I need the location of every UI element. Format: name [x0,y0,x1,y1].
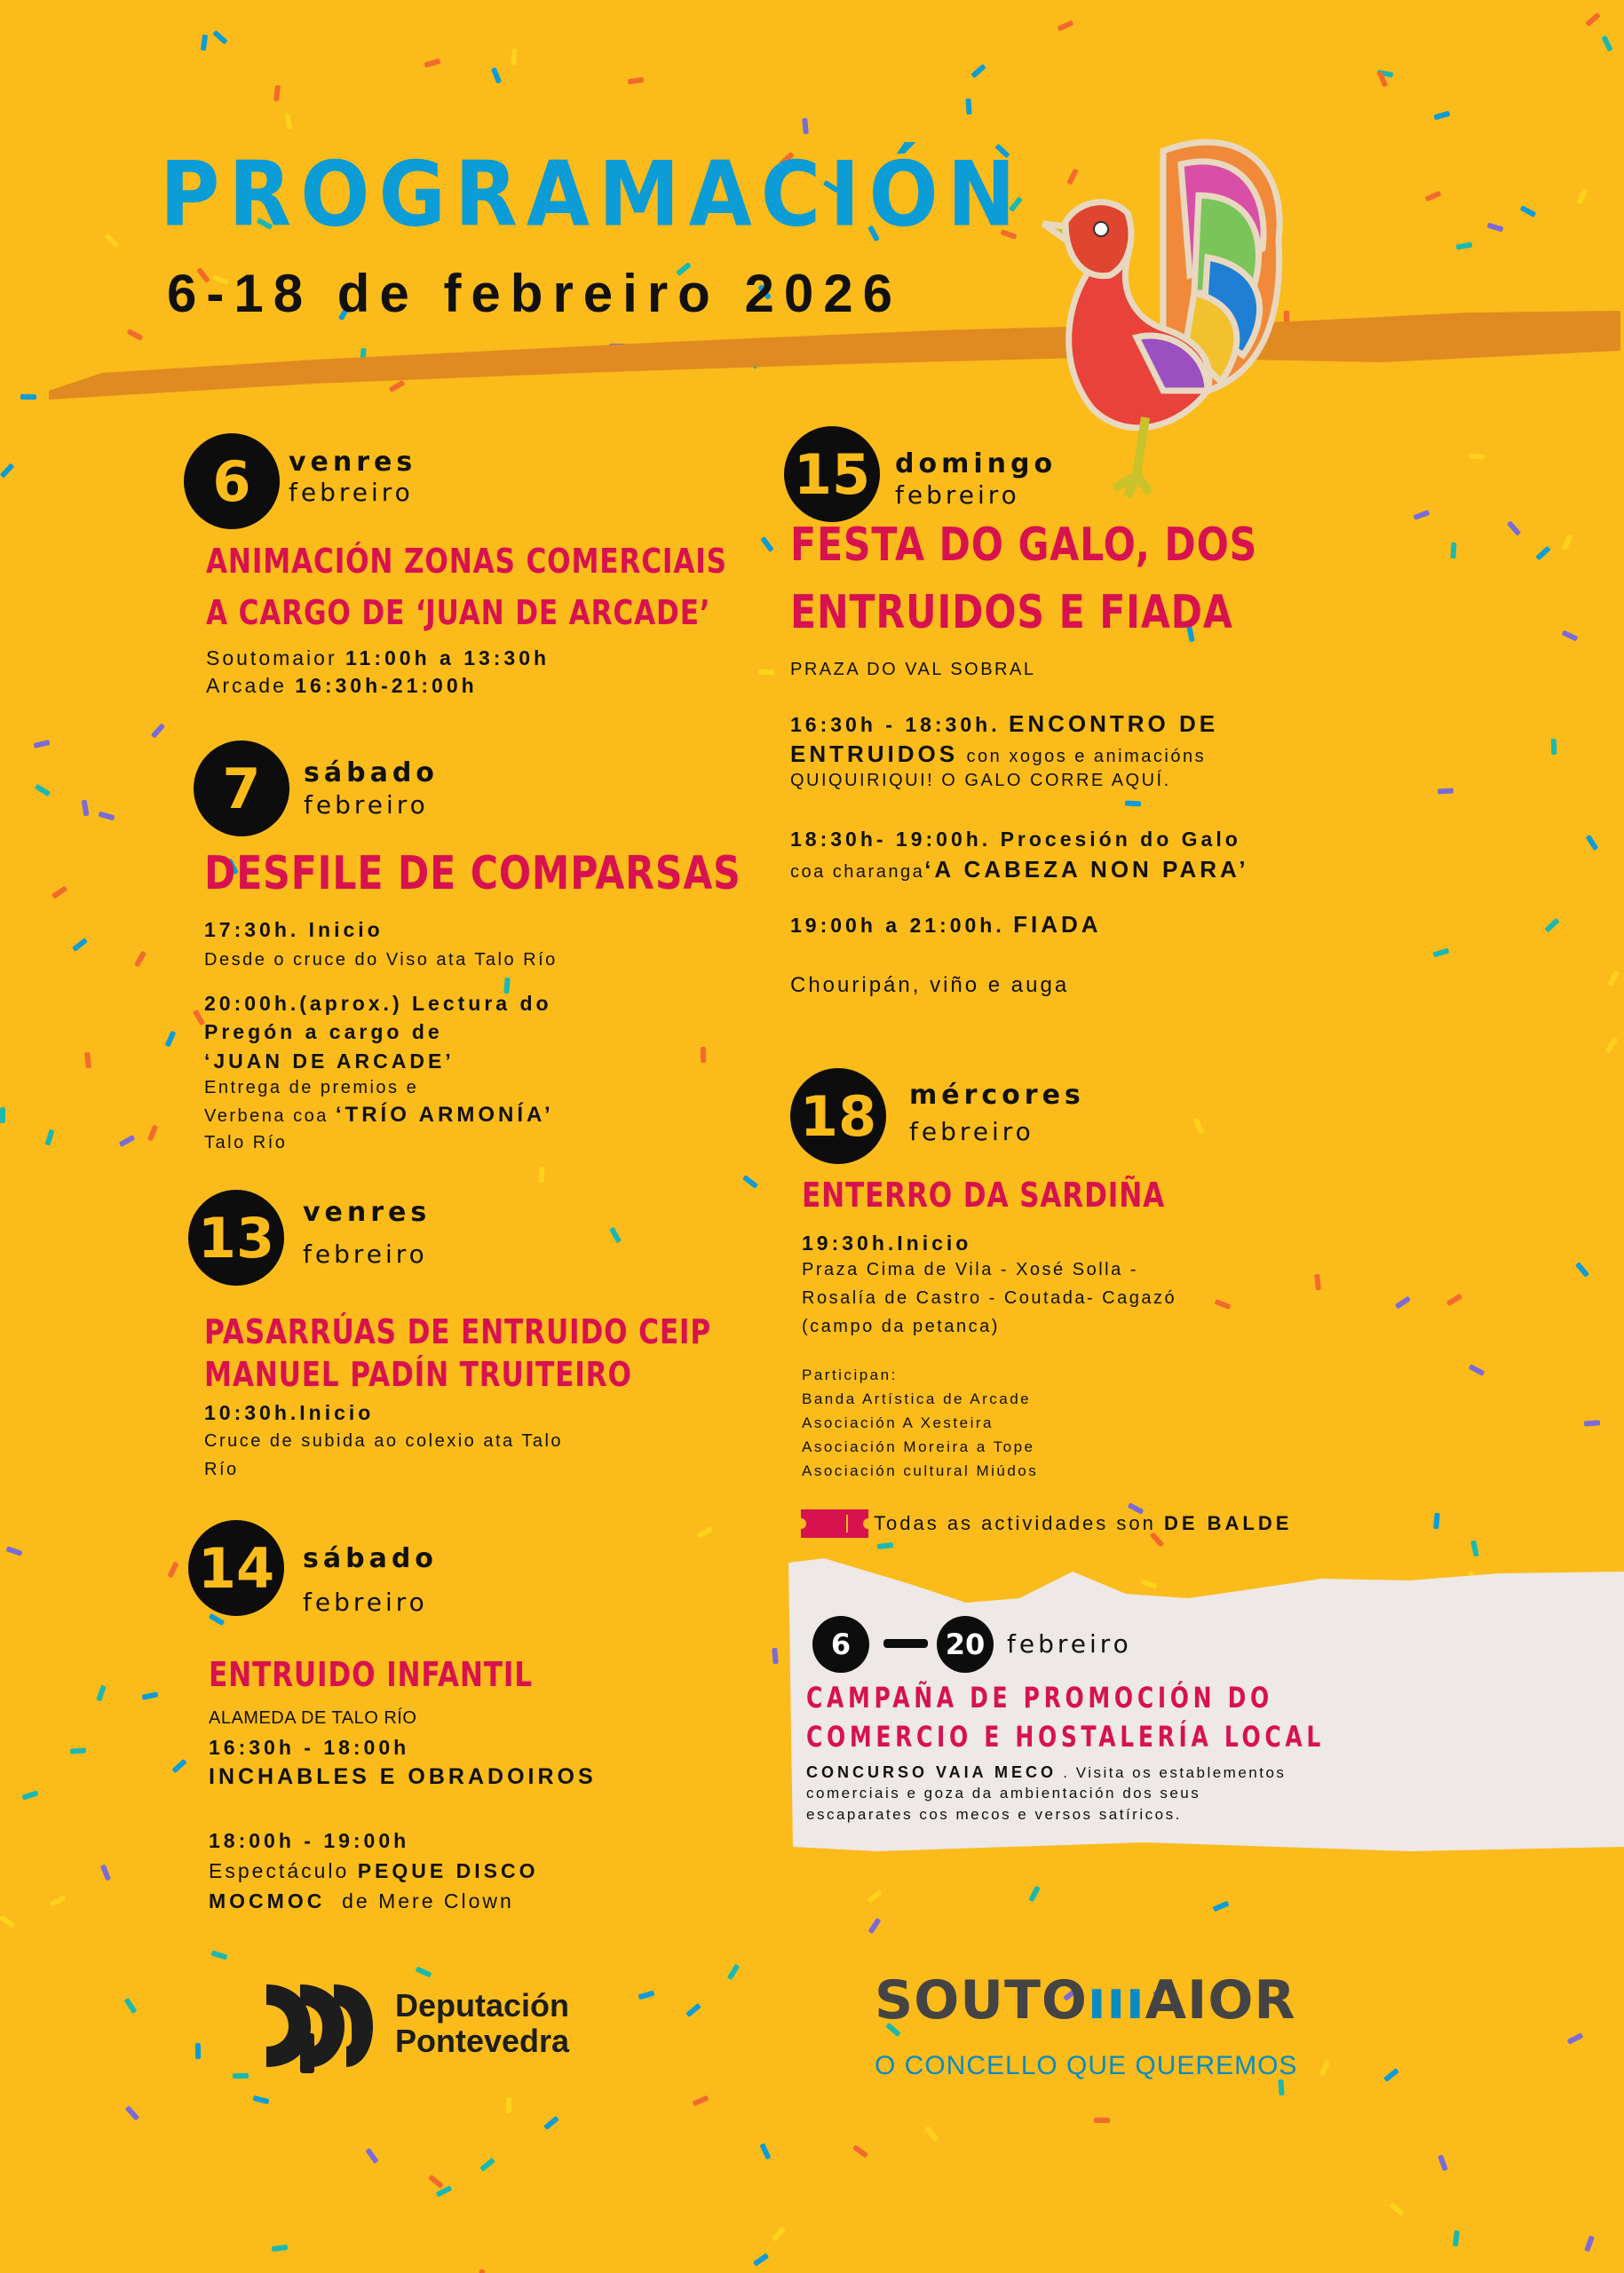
free-notice: Todas as actividades son DE BALDE [874,1512,1293,1534]
confetti-piece [802,118,809,134]
brush-stroke [49,311,1620,400]
day-badge-18: 18 [790,1068,886,1164]
event-detail: Talo Río [204,1133,288,1152]
promo-end-badge: 20 [937,1616,994,1673]
confetti-piece [0,1914,16,1928]
confetti-piece [201,35,208,51]
confetti-piece [1446,1294,1462,1307]
confetti-piece [233,2073,249,2079]
confetti-piece [758,669,774,675]
confetti-piece [365,2148,378,2164]
month-label: febreiro [289,478,414,507]
confetti-piece [1058,20,1074,31]
confetti-piece [1584,2236,1595,2253]
confetti-piece [1389,2202,1405,2216]
confetti-piece [151,723,166,738]
confetti-piece [100,1864,111,1881]
confetti-piece [1607,970,1620,987]
event-detail: ENTRUIDOS con xogos e animacións [790,741,1207,767]
confetti-piece [271,2245,288,2252]
event-time: 16:30h - 18:30h. ENCONTRO DE [790,710,1219,737]
confetti-piece [1456,242,1473,250]
event-time: 20:00h.(aprox.) Lectura do [204,992,552,1015]
confetti-piece [1453,2229,1460,2246]
confetti-piece [1601,36,1612,52]
confetti-piece [628,76,645,83]
month-label: febreiro [303,1588,428,1617]
confetti-piece [697,1525,714,1538]
confetti-piece [1028,1885,1041,1902]
confetti-piece [760,2143,772,2160]
participants-label: Participan: [802,1366,898,1383]
confetti-piece [867,1889,883,1904]
page-title: PROGRAMACIÓN [160,142,1025,247]
confetti-piece [727,1963,740,1980]
event-title: MANUEL PADÍN TRUITEIRO [204,1355,632,1394]
event-title: ANIMACIÓN ZONAS COMERCIAIS [206,542,727,581]
confetti-piece [1469,1364,1485,1376]
confetti-piece [34,740,51,748]
confetti-piece [1214,1298,1231,1309]
confetti-piece [44,1129,54,1146]
event-detail: Praza Cima de Vila - Xosé Solla - [802,1260,1138,1279]
confetti-piece [424,59,440,68]
confetti-piece [273,84,280,101]
event-time: 17:30h. Inicio [204,918,384,941]
promo-description: comerciais e goza da ambientación dos seus [806,1785,1201,1802]
confetti-piece [1536,546,1551,561]
confetti-piece [1213,1901,1230,1913]
confetti-piece [1561,630,1578,641]
event-time: 10:30h.Inicio [204,1401,375,1424]
confetti-piece [1450,543,1456,558]
confetti-piece [692,2095,709,2107]
confetti-piece [212,29,227,44]
promo-dash [883,1639,928,1648]
confetti-piece [428,2174,444,2189]
confetti-piece [511,49,518,65]
event-detail: Río [204,1460,239,1479]
confetti-piece [1469,453,1485,459]
confetti-piece [772,2226,787,2241]
confetti-piece [970,64,986,78]
event-place: ALAMEDA DE TALO RÍO [209,1708,417,1728]
promo-start-badge: 6 [812,1616,869,1673]
weekday-label: venres [303,1197,432,1228]
event-title: DESFILE DE COMPARSAS [204,847,741,900]
event-title: ENTRUIDOS E FIADA [790,586,1233,639]
confetti-piece [1278,2079,1284,2095]
confetti-piece [99,812,115,821]
confetti-piece [195,2043,201,2059]
confetti-piece [104,234,119,249]
deputacion-logo-icon [266,1980,373,2073]
month-label: febreiro [895,480,1020,510]
day-badge-14: 14 [188,1520,284,1616]
promo-description: escaparates cos mecos e versos satíricos. [806,1806,1182,1823]
confetti-piece [685,2003,701,2017]
event-detail: INCHABLES E OBRADOIROS [209,1764,597,1789]
confetti-piece [1583,1420,1599,1426]
event-time: 18:00h - 19:00h [209,1829,410,1852]
confetti-piece [51,885,67,899]
promo-title: COMERCIO E HOSTALERÍA LOCAL [806,1720,1325,1754]
confetti-piece [124,2105,139,2120]
confetti-piece [1551,739,1557,755]
date-range: 6-18 de febreiro 2026 [167,264,902,323]
month-label: febreiro [909,1117,1034,1146]
confetti-piece [1414,511,1430,521]
confetti-piece [21,1790,38,1800]
event-detail: Verbena coa ‘TRÍO ARMONÍA’ [204,1103,554,1127]
confetti-piece [1507,520,1521,536]
weekday-label: domingo [895,448,1058,479]
day-badge-13: 13 [188,1190,284,1286]
event-title: PASARRÚAS DE ENTRUIDO CEIP [204,1312,712,1351]
confetti-piece [772,1648,779,1664]
event-title: ENTERRO DA SARDIÑA [802,1176,1166,1215]
event-detail: Pregón a cargo de [204,1020,443,1043]
confetti-piece [1576,188,1588,205]
confetti-piece [253,2095,270,2104]
confetti-piece [1425,191,1442,202]
weekday-label: venres [289,447,417,478]
event-detail: Rosalía de Castro - Coutada- Cagazó [802,1288,1177,1308]
participant: Asociación cultural Miúdos [802,1462,1039,1479]
confetti-piece [1125,801,1141,807]
confetti-piece [1438,788,1454,794]
promo-month: febreiro [1007,1629,1132,1659]
event-detail: Desde o cruce do Viso ata Talo Río [204,950,558,970]
confetti-piece [543,2115,559,2129]
event-title: ENTRUIDO INFANTIL [209,1655,533,1694]
rooster-illustration [1030,124,1287,515]
confetti-piece [1519,205,1536,218]
month-label: febreiro [303,1239,428,1269]
soutomaior-tagline: O CONCELLO QUE QUEREMOS [875,2051,1298,2080]
confetti-piece [538,1167,544,1183]
confetti-piece [167,1562,178,1579]
event-time: 16:30h - 18:00h [209,1736,410,1759]
event-place: PRAZA DO VAL SOBRAL [790,660,1036,679]
confetti-piece [123,1998,137,2014]
confetti-piece [1438,2154,1448,2171]
event-title: FESTA DO GALO, DOS [790,519,1258,572]
day-badge-6: 6 [184,433,280,529]
confetti-piece [1192,1118,1204,1135]
event-detail: Cruce de subida ao colexio ata Talo [204,1431,564,1451]
participant: Banda Artística de Arcade [802,1390,1032,1407]
promo-description: CONCURSO VAIA MECO . Visita os establementos [806,1763,1287,1781]
confetti-piece [193,1010,205,1026]
weekday-label: sábado [304,757,439,788]
confetti-piece [924,2126,939,2142]
confetti-piece [1383,2068,1399,2082]
confetti-piece [72,938,88,952]
confetti-piece [1544,918,1559,933]
confetti-piece [96,1685,107,1702]
event-detail: Entrega de premios e [204,1078,419,1097]
weekday-label: sábado [303,1543,438,1574]
day-badge-15: 15 [784,426,880,522]
confetti-piece [877,1542,894,1549]
confetti-piece [1319,2060,1331,2077]
confetti-piece [1433,948,1450,958]
confetti-piece [142,1691,159,1700]
event-detail: (campo da petanca) [802,1317,1000,1336]
day-badge-7: 7 [194,741,289,836]
confetti-piece [49,1896,66,1908]
event-time: 19:30h.Inicio [802,1232,972,1255]
confetti-piece [119,1135,136,1147]
confetti-piece [0,1107,5,1123]
confetti-piece [171,1758,186,1773]
confetti-piece [867,1918,881,1934]
event-detail: QUIQUIRIQUI! O GALO CORRE AQUÍ. [790,771,1171,790]
confetti-piece [20,393,36,399]
confetti-piece [1486,223,1503,233]
soutomaior-logo: SOUTOıııAIOR [875,1969,1296,2031]
promo-title: CAMPAÑA DE PROMOCIÓN DO [806,1681,1273,1715]
event-time: 18:30h- 19:00h. Procesión do Galo [790,828,1241,851]
confetti-piece [82,799,90,816]
confetti-piece [1433,110,1450,120]
confetti-piece [753,2253,769,2266]
deputacion-name: Pontevedra [395,2023,570,2059]
confetti-piece [5,1546,22,1556]
confetti-piece [742,1176,758,1190]
confetti-piece [1605,1037,1618,1054]
confetti-piece [609,1227,622,1244]
participant: Asociación A Xesteira [802,1414,994,1431]
confetti-piece [1575,1262,1589,1278]
event-detail: Espectáculo PEQUE DISCO [209,1859,539,1882]
confetti-piece [164,1030,176,1047]
confetti-piece [285,114,293,131]
confetti-piece [416,1966,432,1977]
confetti-piece [1094,2118,1110,2123]
event-detail: ‘JUAN DE ARCADE’ [204,1049,455,1073]
confetti-piece [211,1950,228,1960]
event-detail: coa charanga‘A CABEZA NON PARA’ [790,856,1249,883]
confetti-piece [701,1047,707,1063]
confetti-piece [1314,1274,1321,1291]
confetti-piece [1433,1513,1440,1529]
confetti-piece [1585,12,1601,27]
confetti-piece [480,2158,496,2172]
confetti-piece [760,536,773,552]
event-detail: Soutomaior 11:00h a 13:30h [206,646,551,669]
event-detail: Arcade 16:30h-21:00h [206,674,478,697]
confetti-piece [209,1613,226,1626]
confetti-piece [35,784,51,797]
confetti-piece [506,2097,511,2113]
confetti-piece [966,98,972,114]
event-time: 19:00h a 21:00h. FIADA [790,911,1102,938]
event-detail: Chouripán, viño e auga [790,973,1070,997]
confetti-piece [491,67,502,83]
confetti-piece [1395,1295,1411,1309]
confetti-piece [477,2269,484,2273]
confetti-piece [638,1991,655,2000]
deputacion-name: Deputación [395,1987,570,2024]
confetti-piece [1562,535,1573,551]
ticket-icon [801,1509,868,1538]
confetti-piece [134,951,147,968]
confetti-piece [852,2145,868,2158]
weekday-label: mércores [909,1080,1085,1111]
confetti-piece [1586,835,1599,851]
confetti-piece [1566,2032,1583,2045]
confetti-piece [0,463,15,479]
confetti-piece [147,1124,158,1141]
month-label: febreiro [304,790,429,820]
event-detail: MOCMOC de Mere Clown [209,1889,514,1913]
event-title: A CARGO DE ‘JUAN DE ARCADE’ [206,593,711,632]
participant: Asociación Moreira a Tope [802,1438,1035,1455]
confetti-piece [84,1051,91,1068]
confetti-piece [70,1747,86,1754]
